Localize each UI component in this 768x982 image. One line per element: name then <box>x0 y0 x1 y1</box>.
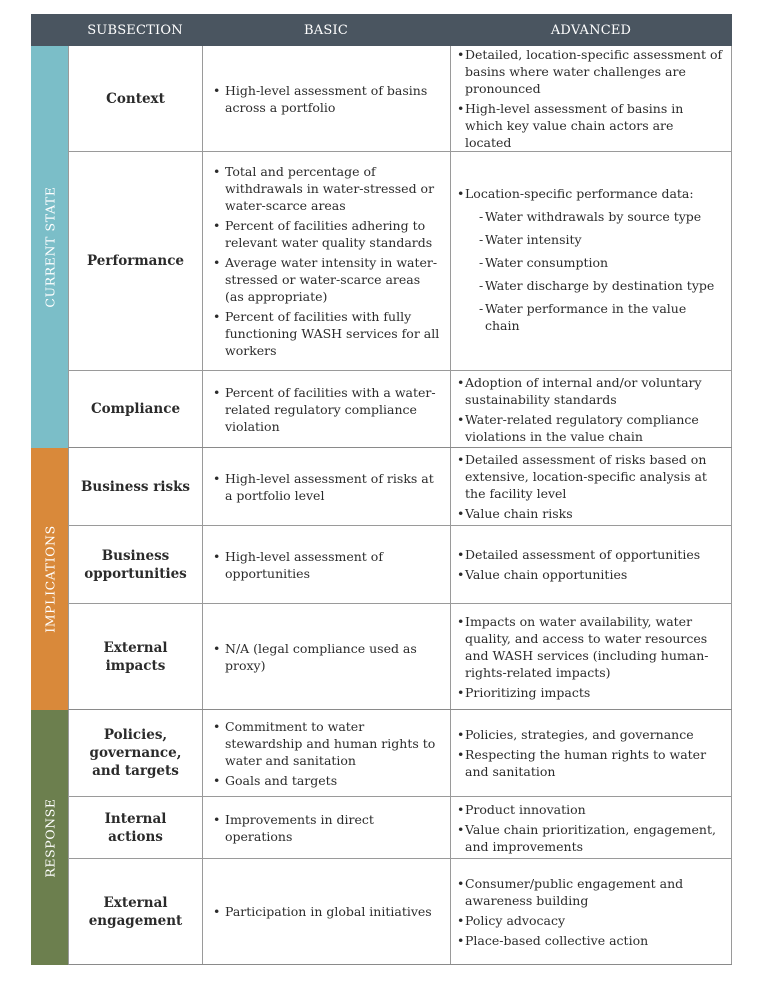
subsection-business-opportunities: Business opportunities <box>68 526 202 603</box>
basic-item: • Average water intensity in water-stressed or water-scarce areas (as appropriate) <box>211 254 442 305</box>
header-spacer <box>31 14 68 46</box>
advanced-policies <box>450 710 732 796</box>
row-context <box>68 46 732 152</box>
basic-internal-actions <box>202 797 450 858</box>
basic-business-opportunities <box>202 526 450 603</box>
basic-item: • Percent of facilities adhering to relevant water quality standards <box>211 217 442 251</box>
subsection-context: Context <box>68 46 202 151</box>
row-external-impacts <box>68 604 732 710</box>
advanced-subitem: - Water withdrawals by source type <box>459 208 723 225</box>
row-compliance <box>68 371 732 448</box>
basic-item: • Commitment to water stewardship and human rights to water and sanitation <box>211 718 442 769</box>
section-label-implications: IMPLICATIONS <box>31 448 68 710</box>
advanced-item: • Product innovation <box>459 801 723 818</box>
basic-external-engagement <box>202 859 450 964</box>
section-implications <box>31 448 732 710</box>
advanced-item: • Policies, strategies, and governance <box>459 726 723 743</box>
advanced-item: • Policy advocacy <box>459 912 723 929</box>
basic-item: • Percent of facilities with fully functioning WASH services for all workers <box>211 308 442 359</box>
advanced-item: • Value chain prioritization, engagement, and improvements <box>459 821 723 855</box>
basic-item: • Participation in global initiatives <box>211 903 442 920</box>
basic-item: • High-level assessment of basins across a portfolio <box>211 82 442 116</box>
advanced-business-risks <box>450 448 732 525</box>
basic-item: • N/A (legal compliance used as proxy) <box>211 640 442 674</box>
subsection-compliance: Compliance <box>68 371 202 447</box>
advanced-business-opportunities <box>450 526 732 603</box>
row-performance <box>68 152 732 371</box>
section-label-response: RESPONSE <box>31 710 68 965</box>
advanced-item: • Place-based collective action <box>459 932 723 949</box>
advanced-item: • Value chain risks <box>459 505 723 522</box>
advanced-item: • Respecting the human rights to water and sanitation <box>459 746 723 780</box>
row-policies <box>68 710 732 797</box>
advanced-item: • Detailed, location-specific assessment of basins where water challenges are pronounced <box>459 46 723 97</box>
basic-item: • Total and percentage of withdrawals in water-stressed or water-scarce areas <box>211 163 442 214</box>
basic-item: • Percent of facilities with a water-related regulatory compliance violation <box>211 384 442 435</box>
advanced-item: • High-level assessment of basins in which key value chain actors are located <box>459 100 723 151</box>
subsection-policies: Policies, governance, and targets <box>68 710 202 796</box>
subsection-external-engagement: External engagement <box>68 859 202 964</box>
basic-item: • High-level assessment of risks at a portfolio level <box>211 470 442 504</box>
advanced-subitem: - Water intensity <box>459 231 723 248</box>
subsection-business-risks: Business risks <box>68 448 202 525</box>
basic-performance <box>202 152 450 370</box>
subsection-external-impacts: External impacts <box>68 604 202 709</box>
basic-item: • High-level assessment of opportunities <box>211 548 442 582</box>
section-current-state <box>31 46 732 448</box>
advanced-subitem: - Water discharge by destination type <box>459 277 723 294</box>
advanced-context <box>450 46 732 151</box>
basic-compliance <box>202 371 450 447</box>
advanced-compliance <box>450 371 732 447</box>
advanced-subitem: - Water performance in the value chain <box>459 300 723 334</box>
header-subsection: SUBSECTION <box>87 22 183 38</box>
advanced-external-engagement <box>450 859 732 964</box>
row-business-risks <box>68 448 732 526</box>
basic-business-risks <box>202 448 450 525</box>
advanced-item: • Prioritizing impacts <box>459 684 723 701</box>
water-disclosure-table <box>31 14 732 965</box>
advanced-internal-actions <box>450 797 732 858</box>
advanced-item: • Location-specific performance data: <box>459 185 723 202</box>
advanced-item: • Detailed assessment of opportunities <box>459 546 723 563</box>
basic-external-impacts <box>202 604 450 709</box>
advanced-item: • Value chain opportunities <box>459 566 723 583</box>
advanced-subitem: - Water consumption <box>459 254 723 271</box>
advanced-item: • Water-related regulatory compliance violations in the value chain <box>459 411 723 445</box>
basic-item: • Improvements in direct operations <box>211 811 442 845</box>
section-label-current-state: CURRENT STATE <box>31 46 68 448</box>
advanced-item: • Detailed assessment of risks based on extensive, location-specific analysis at the facility level <box>459 451 723 502</box>
advanced-item: • Adoption of internal and/or voluntary sustainability standards <box>459 374 723 408</box>
basic-item: • Goals and targets <box>211 772 442 789</box>
subsection-performance: Performance <box>68 152 202 370</box>
row-external-engagement <box>68 859 732 965</box>
row-business-opportunities <box>68 526 732 604</box>
basic-policies <box>202 710 450 796</box>
advanced-item: • Impacts on water availability, water quality, and access to water resources and WASH services (including human-rights-related impacts) <box>459 613 723 681</box>
subsection-internal-actions: Internal actions <box>68 797 202 858</box>
advanced-item: • Consumer/public engagement and awareness building <box>459 875 723 909</box>
table-header <box>31 14 732 46</box>
advanced-performance <box>450 152 732 370</box>
row-internal-actions <box>68 797 732 859</box>
section-response <box>31 710 732 965</box>
header-basic: BASIC <box>304 22 348 38</box>
header-advanced: ADVANCED <box>550 22 632 38</box>
basic-context <box>202 46 450 151</box>
advanced-external-impacts <box>450 604 732 709</box>
